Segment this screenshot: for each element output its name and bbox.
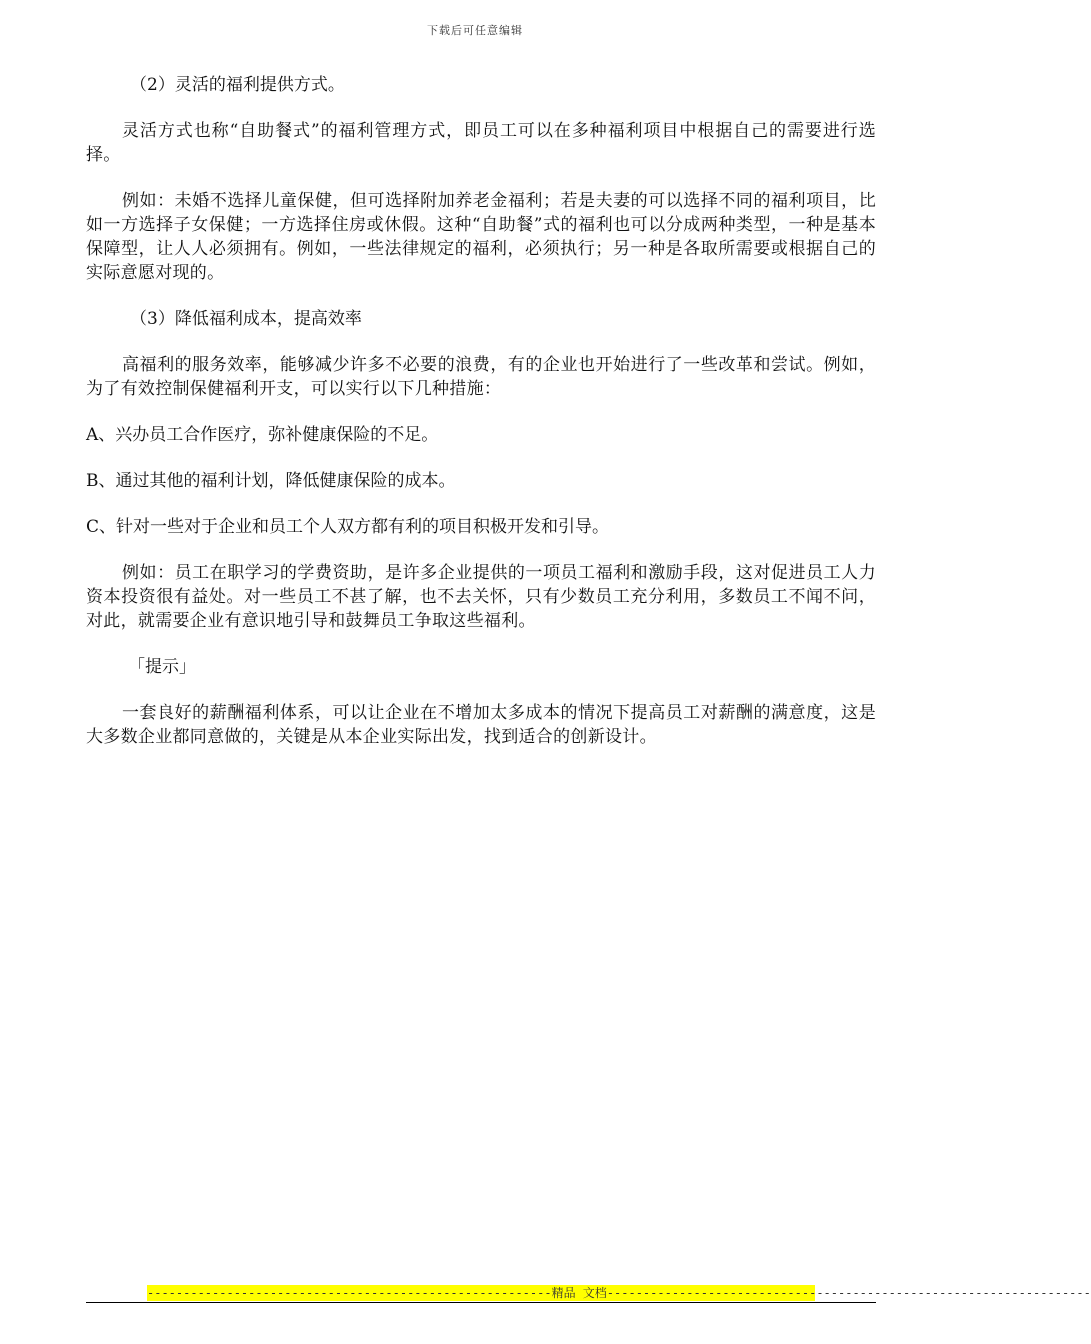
footer-divider: [86, 1302, 876, 1303]
paragraph-tip-content: 一套良好的薪酬福利体系，可以让企业在不增加太多成本的情况下提高员工对薪酬的满意度，这是大多数企业都同意做的，关键是从本企业实际出发，找到适合的创新设计。: [86, 703, 876, 747]
list-item-c: C、针对一些对于企业和员工个人双方都有利的项目积极开发和引导。: [86, 517, 610, 537]
tip-label: 「提示」: [128, 657, 196, 677]
list-item-b: B、通过其他的福利计划，降低健康保险的成本。: [86, 471, 456, 491]
document-body: [86, 73, 876, 771]
paragraph-tuition-example: 例如：员工在职学习的学费资助，是许多企业提供的一项员工福利和激励手段，这对促进员工人力资本投资很有益处。对一些员工不甚了解，也不去关怀，只有少数员工充分利用，多数员工不闻不问，对此，就需要企业有意识地引导和鼓舞员工争取这些福利。: [86, 563, 876, 631]
paragraph-example-cafeteria: 例如：未婚不选择儿童保健，但可选择附加养老金福利；若是夫妻的可以选择不同的福利项目，比如一方选择子女保健；一方选择住房或休假。这种“自助餐”式的福利也可以分成两种类型，一种是基本保障型，让人人必须拥有。例如，一些法律规定的福利，必须执行；另一种是各取所需要或根据自己的实际意愿对现的。: [86, 191, 876, 283]
section-heading-2: （2）灵活的福利提供方式。: [130, 75, 345, 95]
section-heading-3: （3）降低福利成本，提高效率: [130, 309, 362, 329]
footer-banner: --------------------------------------------------------精品 文档-------------------------------------------------------------------: [147, 1286, 1091, 1300]
list-item-a: A、兴办员工合作医疗，弥补健康保险的不足。: [86, 425, 439, 445]
paragraph-cost-efficiency: 高福利的服务效率，能够减少许多不必要的浪费，有的企业也开始进行了一些改革和尝试。例如，为了有效控制保健福利开支，可以实行以下几种措施：: [86, 355, 876, 399]
paragraph-flexible-benefits: 灵活方式也称“自助餐式”的福利管理方式，即员工可以在多种福利项目中根据自己的需要进行选择。: [86, 121, 876, 165]
page-header: 下载后可任意编辑: [427, 24, 523, 37]
